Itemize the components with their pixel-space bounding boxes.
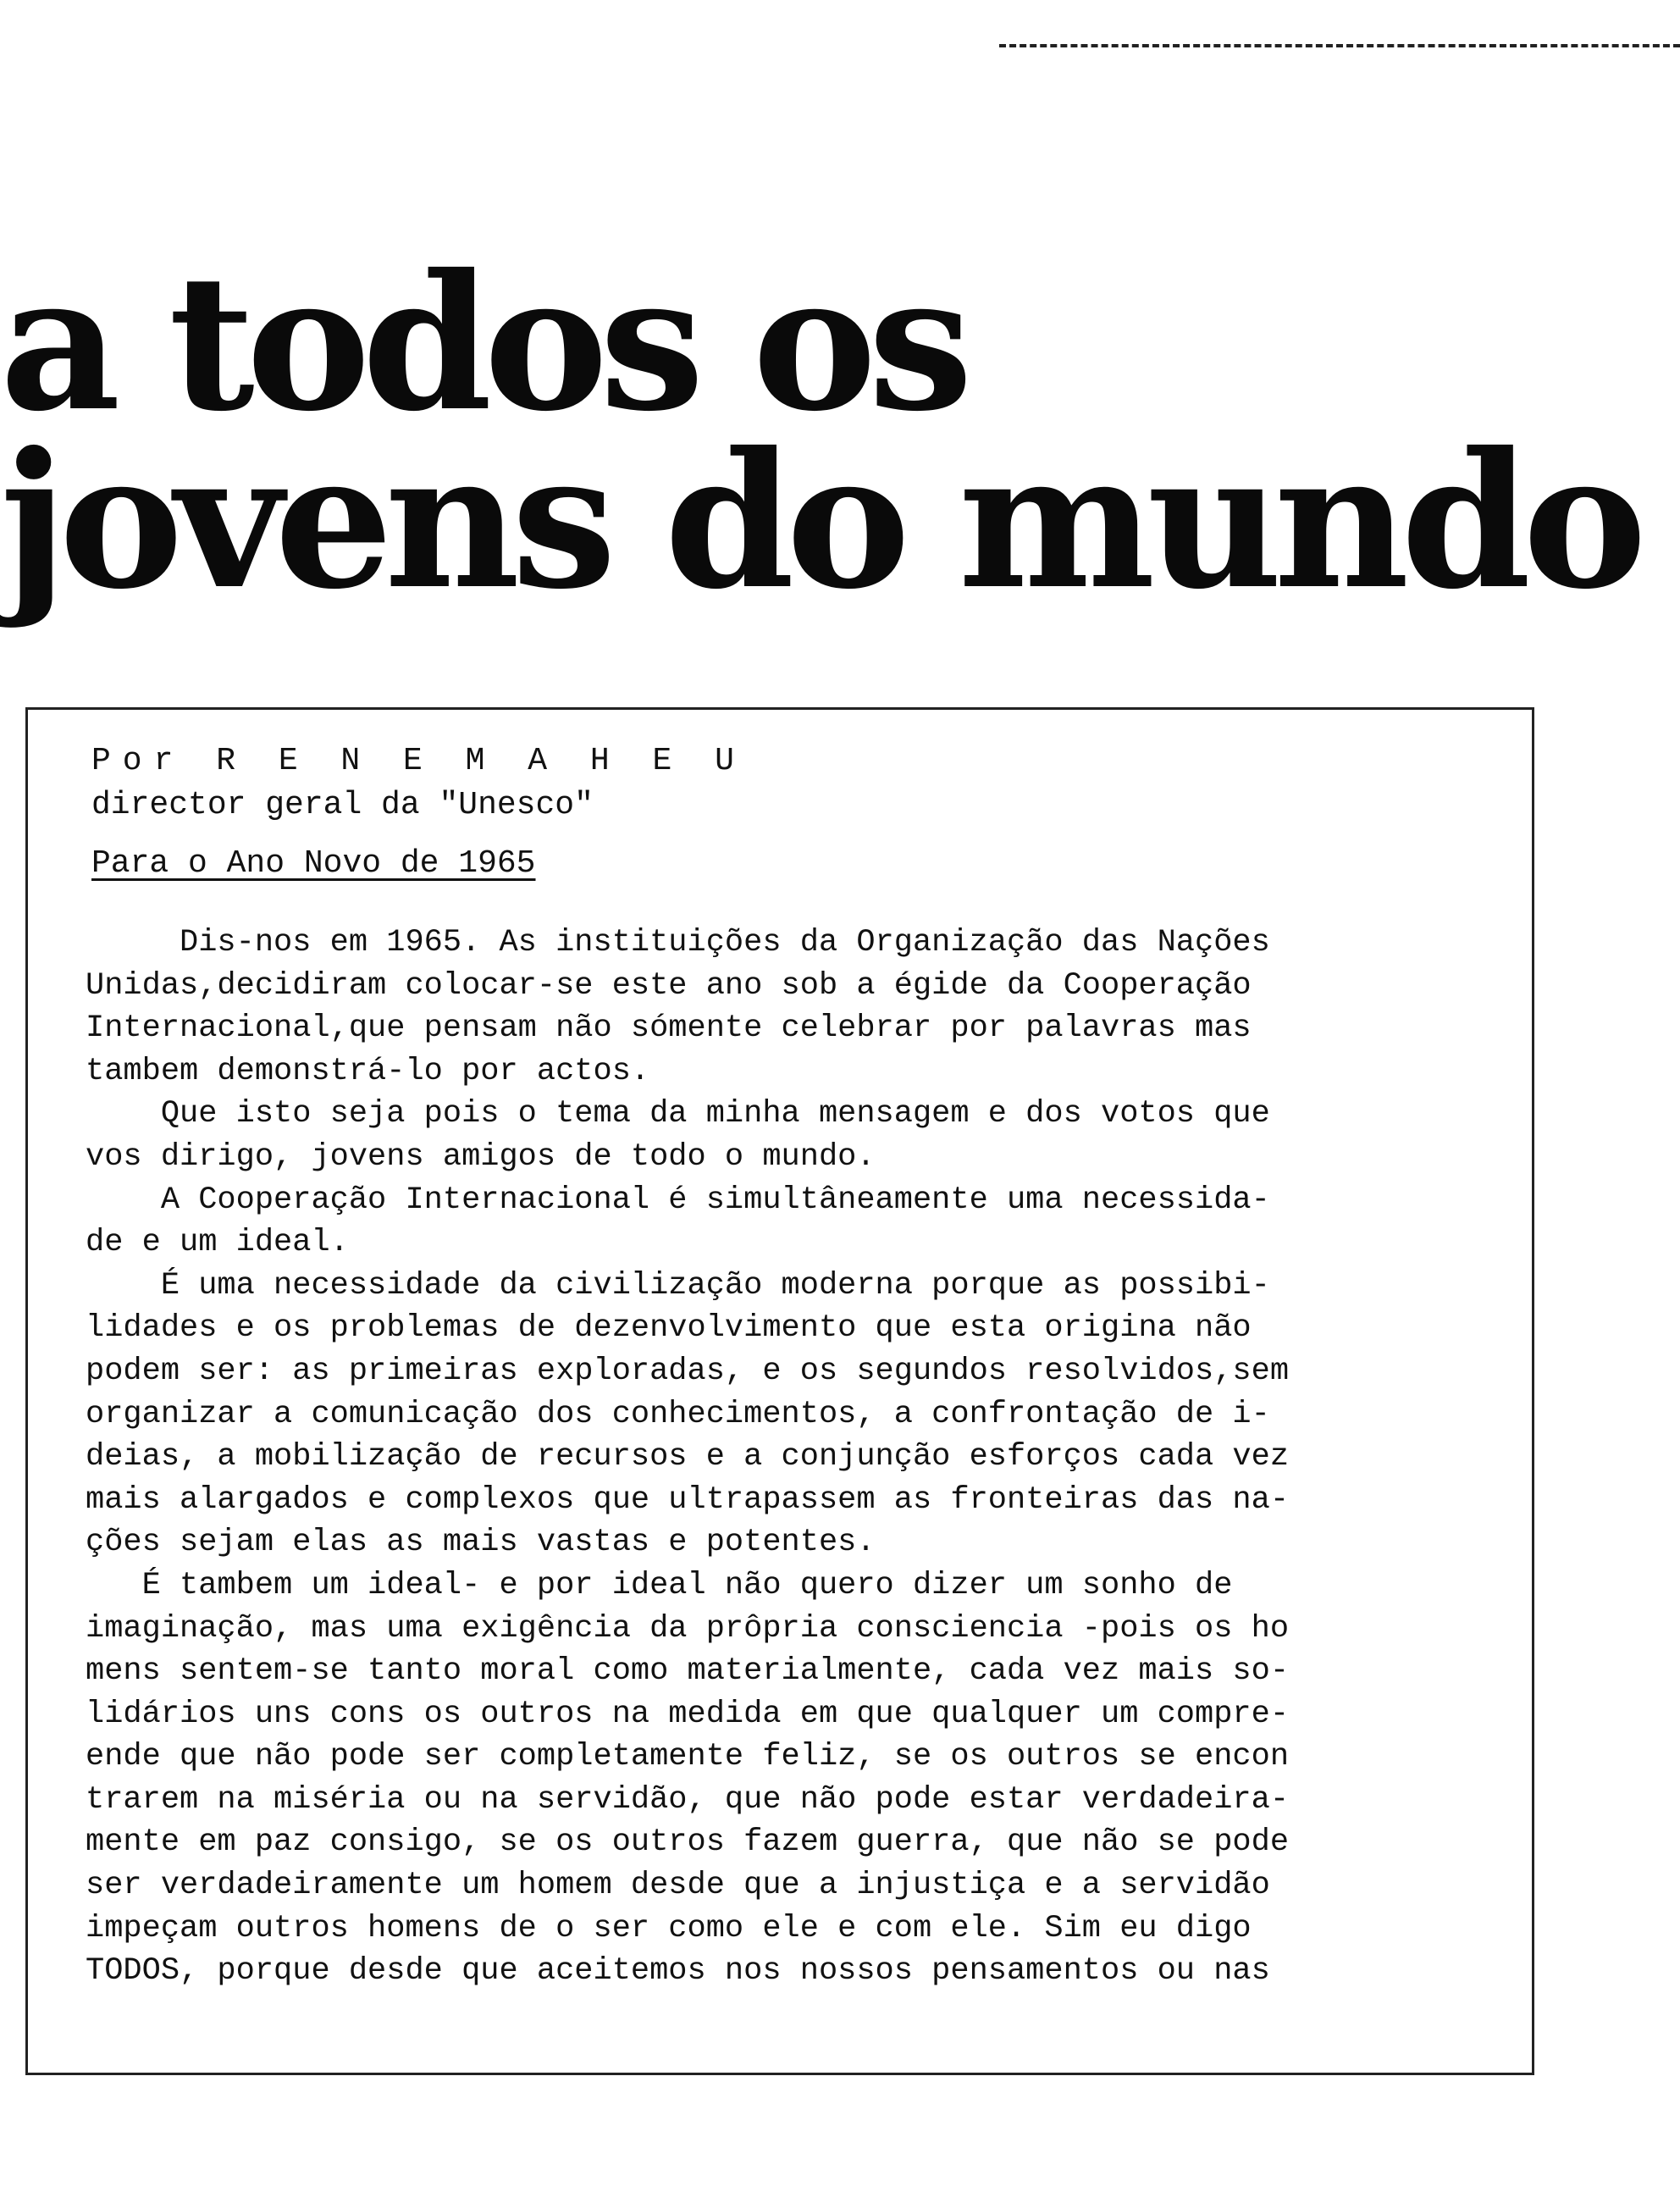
body-line: É tambem um ideal- e por ideal não quero dizer um sonho de bbox=[86, 1567, 1233, 1603]
body-line: ende que não pode ser completamente feliz, se os outros se encon bbox=[86, 1739, 1290, 1775]
body-line: É uma necessidade da civilização moderna porque as possibi- bbox=[86, 1267, 1270, 1304]
body-line: mente em paz consigo, se os outros fazem guerra, que não se pode bbox=[86, 1824, 1290, 1861]
body-line: de e um ideal. bbox=[86, 1225, 349, 1261]
body-line: mais alargados e complexos que ultrapassem as fronteiras das na- bbox=[86, 1481, 1290, 1518]
body-line: ções sejam elas as mais vastas e potentes. bbox=[86, 1525, 876, 1561]
article-box bbox=[25, 707, 1534, 2075]
headline-line-1: a todos os bbox=[0, 233, 965, 452]
body-line: impeçam outros homens de o ser como ele e com ele. Sim eu digo bbox=[86, 1910, 1252, 1946]
body-line: Internacional,que pensam não sómente celebrar por palavras mas bbox=[86, 1010, 1252, 1047]
top-rule bbox=[999, 44, 1680, 47]
body-line: mens sentem-se tanto moral como materialmente, cada vez mais so- bbox=[86, 1653, 1290, 1690]
headline bbox=[0, 233, 1680, 630]
headline-line-2: jovens do mundo bbox=[0, 411, 1639, 630]
occasion-heading: Para o Ano Novo de 1965 bbox=[91, 845, 536, 882]
body-line: trarem na miséria ou na servidão, que não pode estar verdadeira- bbox=[86, 1781, 1290, 1818]
body-line: Dis-nos em 1965. As instituições da Organização das Nações bbox=[86, 925, 1270, 961]
body-line: vos dirigo, jovens amigos de todo o mundo. bbox=[86, 1138, 876, 1175]
body-line: ser verdadeiramente um homem desde que a injustiça e a servidão bbox=[86, 1868, 1270, 1904]
article-body bbox=[86, 922, 1491, 1993]
body-line: Unidas,decidiram colocar-se este ano sob a égide da Cooperação bbox=[86, 967, 1252, 1004]
byline-author: Por R E N E M A H E U bbox=[91, 743, 746, 779]
body-line: lidades e os problemas de dezenvolvimento que esta origina não bbox=[86, 1310, 1252, 1347]
body-line: organizar a comunicação dos conhecimentos, a confrontação de i- bbox=[86, 1396, 1270, 1432]
byline-role: director geral da "Unesco" bbox=[91, 787, 594, 823]
body-line: A Cooperação Internacional é simultâneamente uma necessida- bbox=[86, 1182, 1270, 1218]
body-line: TODOS, porque desde que aceitemos nos nossos pensamentos ou nas bbox=[86, 1953, 1270, 1990]
body-line: Que isto seja pois o tema da minha mensagem e dos votos que bbox=[86, 1096, 1270, 1132]
body-line: imaginação, mas uma exigência da prôpria consciencia -pois os ho bbox=[86, 1610, 1290, 1647]
body-line: tambem demonstrá-lo por actos. bbox=[86, 1053, 650, 1089]
body-line: lidários uns cons os outros na medida em que qualquer um compre- bbox=[86, 1696, 1290, 1732]
body-line: podem ser: as primeiras exploradas, e os segundos resolvidos,sem bbox=[86, 1353, 1290, 1389]
body-line: deias, a mobilização de recursos e a conjunção esforços cada vez bbox=[86, 1439, 1290, 1475]
byline bbox=[91, 739, 746, 828]
